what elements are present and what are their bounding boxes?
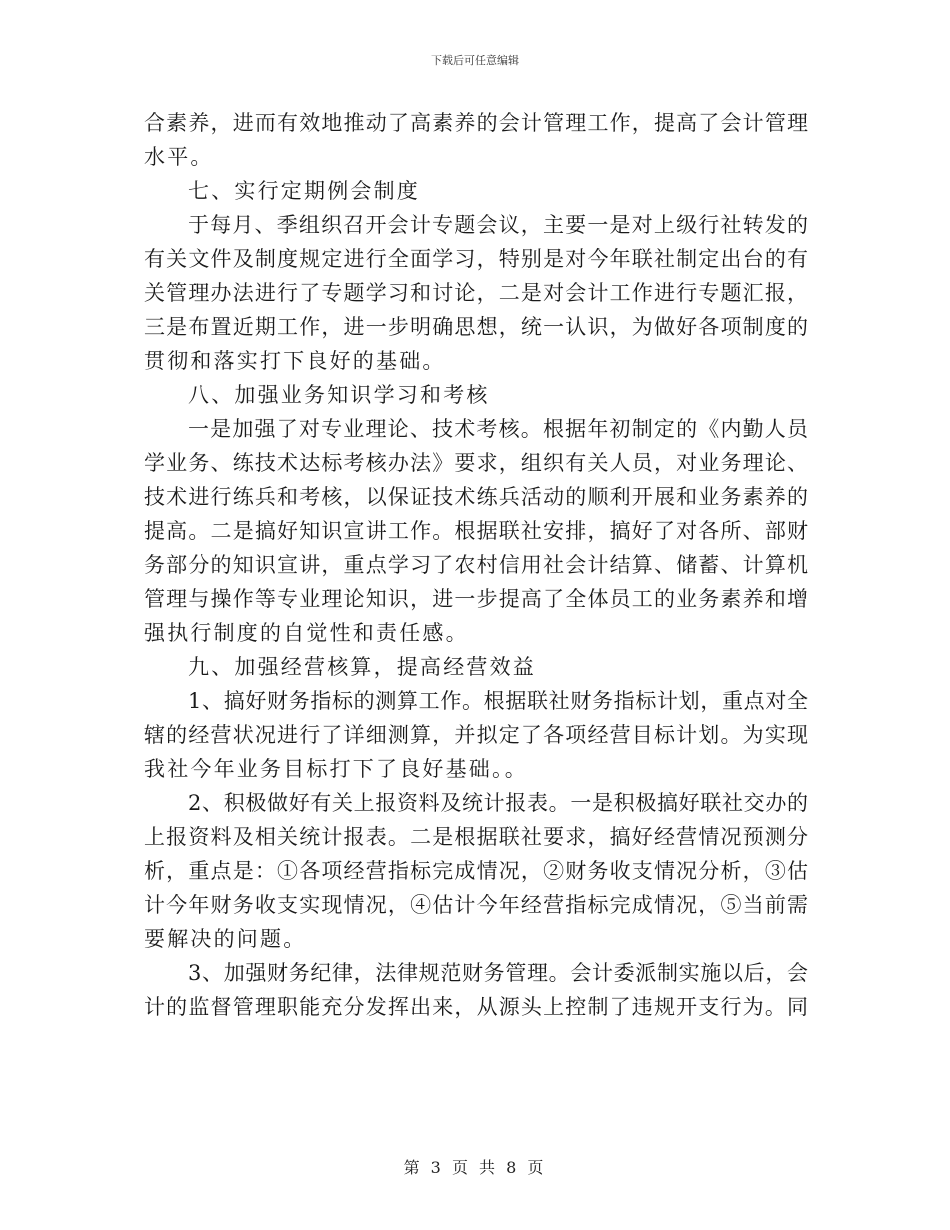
text-line: 合素养，进而有效地推动了高素养的会计管理工作，提高了会计管理 <box>144 111 808 135</box>
text-line: 七、实行定期例会制度 <box>188 179 420 203</box>
text-line: 要解决的问题。 <box>144 927 307 951</box>
text-line: 水平。 <box>144 145 214 169</box>
text-line: 3、加强财务纪律，法律规范财务管理。会计委派制实施以后，会 <box>188 961 808 985</box>
text-line: 析，重点是：①各项经营指标完成情况，②财务收支情况分析，③估 <box>144 859 808 883</box>
text-line: 1、搞好财务指标的测算工作。根据联社财务指标计划，重点对全 <box>188 689 808 713</box>
text-line: 计今年财务收支实现情况，④估计今年经营指标完成情况，⑤当前需 <box>144 893 808 917</box>
text-line: 管理与操作等专业理论知识，进一步提高了全体员工的业务素养和增 <box>144 587 808 611</box>
text-line: 贯彻和落实打下良好的基础。 <box>144 349 446 373</box>
text-line: 关管理办法进行了专题学习和讨论，二是对会计工作进行专题汇报， <box>144 281 808 305</box>
text-line: 九、加强经营核算，提高经营效益 <box>188 655 536 679</box>
text-line: 我社今年业务目标打下了良好基础。。 <box>144 757 528 781</box>
text-line: 计的监督管理职能充分发挥出来，从源头上控制了违规开支行为。同 <box>144 995 808 1019</box>
text-line: 有关文件及制度规定进行全面学习，特别是对今年联社制定出台的有 <box>144 247 808 271</box>
text-line: 三是布置近期工作，进一步明确思想，统一认识，为做好各项制度的 <box>144 315 808 339</box>
page-footer: 第 3 页 共 8 页 <box>403 1158 547 1177</box>
text-line: 一是加强了对专业理论、技术考核。根据年初制定的《内勤人员 <box>188 417 808 441</box>
text-line: 强执行制度的自觉性和责任感。 <box>144 621 469 645</box>
text-line: 学业务、练技术达标考核办法》要求，组织有关人员，对业务理论、 <box>144 451 808 475</box>
text-line: 辖的经营状况进行了详细测算，并拟定了各项经营目标计划。为实现 <box>144 723 808 747</box>
body-text <box>144 106 808 1024</box>
text-line: 2、积极做好有关上报资料及统计报表。一是积极搞好联社交办的 <box>188 791 808 815</box>
text-line: 务部分的知识宣讲，重点学习了农村信用社会计结算、储蓄、计算机 <box>144 553 808 577</box>
text-line: 上报资料及相关统计报表。二是根据联社要求，搞好经营情况预测分 <box>144 825 808 849</box>
text-line: 八、加强业务知识学习和考核 <box>188 383 490 407</box>
text-line: 提高。二是搞好知识宣讲工作。根据联社安排，搞好了对各所、部财 <box>144 519 808 543</box>
text-line: 技术进行练兵和考核，以保证技术练兵活动的顺利开展和业务素养的 <box>144 485 808 509</box>
page-header: 下载后可任意编辑 <box>431 54 519 67</box>
text-line: 于每月、季组织召开会计专题会议，主要一是对上级行社转发的 <box>188 213 808 237</box>
